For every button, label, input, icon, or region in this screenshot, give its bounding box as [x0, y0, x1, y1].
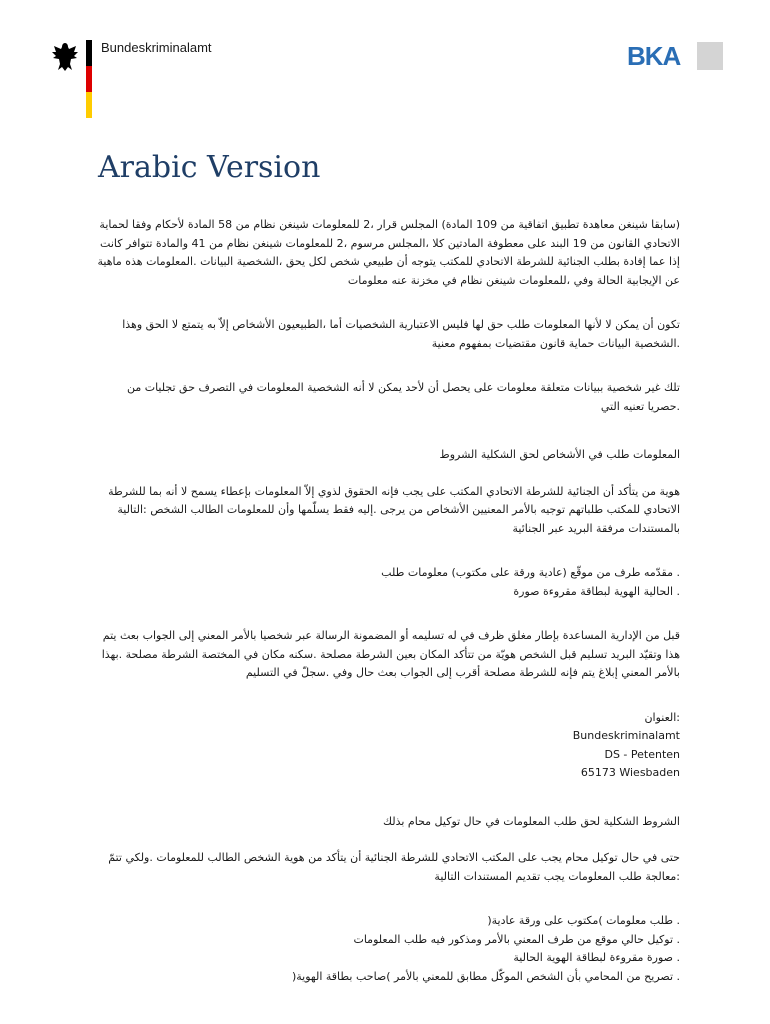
federal-eagle-icon — [50, 40, 80, 74]
agency-name: Bundeskriminalamt — [101, 40, 212, 55]
section2-body: حتى في حال توكيل محام يجب على المكتب الاتحادي للشرطة الجنائية أن يتأكد من هوية الشخص الطالب للمعلومات .ولكي تتمّ :معالجة طلب المعلومات يجب تقديم المستندات التالية — [108, 851, 680, 883]
paragraph-legal-persons: تكون أن يمكن لا لأنها المعلومات طلب حق لها فليس الاعتبارية الشخصيات أما ،الطبيعيون الأشخاص إلاّ به يتمتع لا الحق وهذا .الشخصية البيانات حماية قانون مقتضيات بمفهوم معنية — [122, 318, 680, 350]
paragraph-intro: (سابقا شينغن معاهدة تطبيق اتفاقية من 109 المادة) المجلس قرار ،2 للمعلومات شينغن نظام من 58 المادة لأحكام وفقا لحماية الاتحادي القانون من 19 البند على معطوفة المادتين كلا ،المجلس مرسوم ،2 للمعلومات شينغن نظام من 41 والمادة تتوافر كانت إذا عما إفادة بطلب الجنائية للشرطة الاتحادي للمكتب يتوجه أن طبيعي شخص لكل يحق ،الشخصية البيانات .المعلومات هذه ماهية عن الإيجابية الحالة وفي ،للمعلومات شينغن نظام في مخزنة عنه معلومات — [97, 218, 680, 287]
section2-item-lawyer-declaration: . تصريح من المحامي بأن الشخص الموكّل مطابق للمعني بالأمر )صاحب بطاقة الهوية( — [291, 969, 680, 983]
page-title: Arabic Version — [98, 150, 321, 185]
bka-logo-text: BKA — [627, 41, 681, 71]
section2-item-power-of-attorney: . توكيل حالي موقع من طرف المعني بالأمر ومذكور فيه طلب المعلومات — [353, 932, 680, 946]
page-header — [0, 0, 770, 130]
address-line-1: Bundeskriminalamt — [572, 729, 680, 742]
section1-heading: المعلومات طلب في الأشخاص لحق الشكلية الشروط — [439, 448, 680, 461]
section2-item-id-copy: . صورة مقروءة لبطاقة الهوية الحالية — [513, 951, 680, 964]
address-line-3: 65173 Wiesbaden — [580, 766, 680, 779]
section2-heading: الشروط الشكلية لحق طلب المعلومات في حال توكيل محام بذلك — [382, 814, 680, 828]
section1-note: قبل من الإدارية المساعدة بإطار مغلق ظرف في له تسليمه أو المضمونة الرسالة عبر شخصيا بالأمر المعني إلى الجواب بعث يتم هذا وتقيّد البريد تسليم قبل الشخص هويّة من تتأكد المكان بعين الشرطة مصلحة .سكنه مكان في المختصة الشرطة مصلحة .بهذا بالأمر المعني إبلاغ يتم فإنه للشرطة مصلحة أقرب إلى الجواب بعث حال وفي .سجلّ في التسليم — [101, 629, 680, 679]
bka-logo-bar — [697, 42, 723, 70]
address-block — [96, 709, 680, 783]
document-body — [96, 216, 680, 986]
address-line-2: DS - Petenten — [604, 747, 680, 761]
section1-item-id-copy: . الحالية الهوية لبطاقة مقروءة صورة — [513, 584, 680, 598]
german-flag-bar — [86, 40, 92, 118]
section1-body: هوية من يتأكد أن الجنائية للشرطة الاتحادي المكتب على يجب فإنه الحقوق لذوي إلاّ المعلومات بإعطاء يسمح لا أنه بما للشرطة الاتحادي للمكتب طلباتهم توجيه بالأمر المعنيين الأشخاص من يرجى .إليه فقط يسلّمها وأن للمعلومات الطالب الشخص :التالية بالمستندات مرفقة البريد عبر الجنائية — [108, 484, 680, 535]
section1-item-request: . مقدّمه طرف من موقّع (عادية ورقة على مكتوب) معلومات طلب — [381, 566, 680, 579]
bka-logo — [627, 42, 723, 70]
section2-item-request: . طلب معلومات )مكتوب على ورقة عادية( — [487, 914, 680, 927]
address-label: :العنوان — [644, 710, 680, 724]
paragraph-data-rights: تلك غير شخصية ببيانات متعلقة معلومات على يحصل أن لأحد يمكن لا أنه الشخصية المعلومات في التصرف حق تجليات من .حصريا تعنيه التي — [126, 381, 680, 413]
